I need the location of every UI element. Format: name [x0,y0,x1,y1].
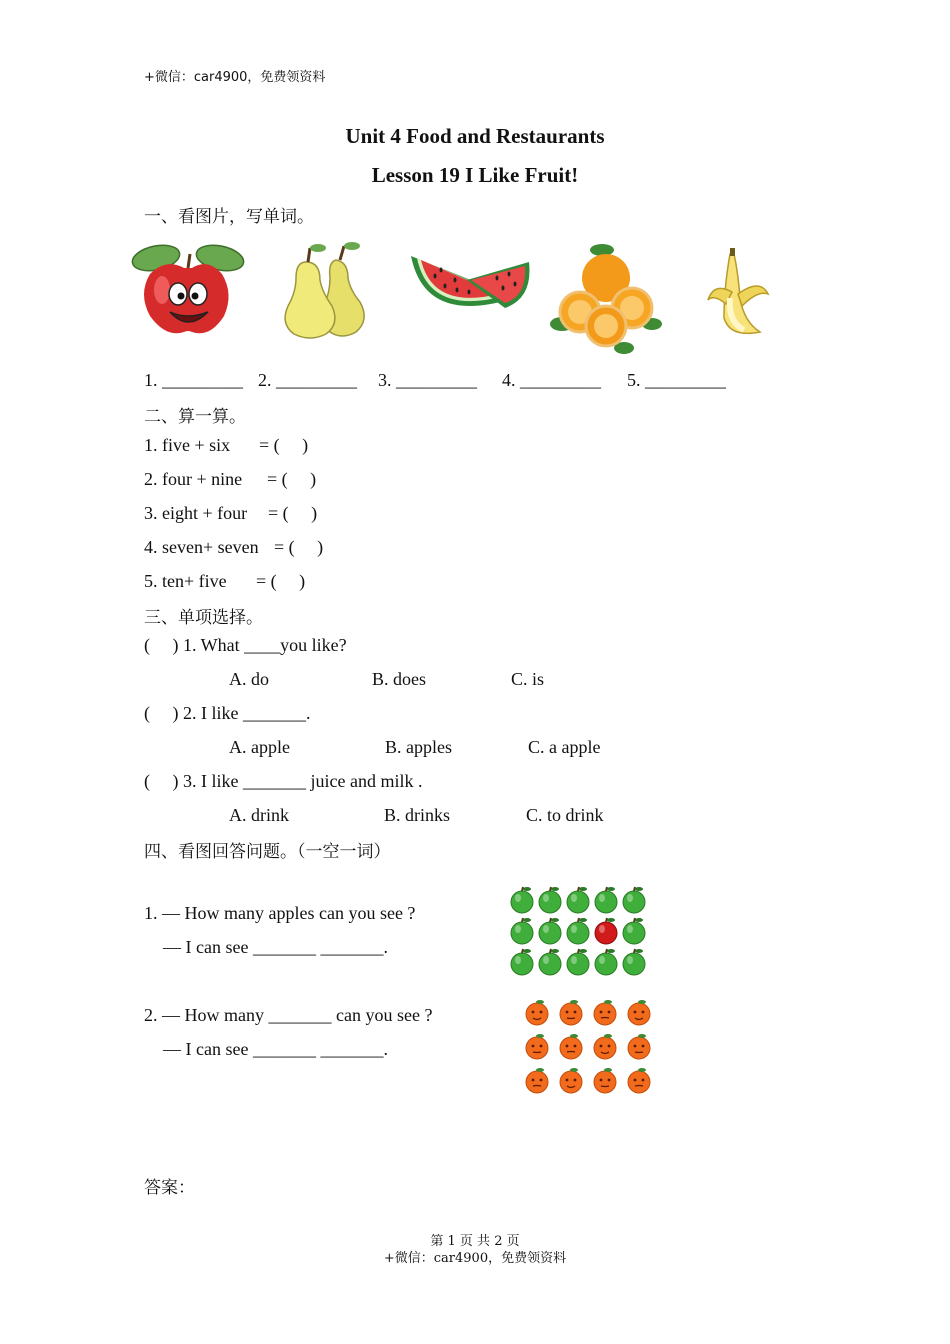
apple-icon [128,240,248,340]
orange-face-icon [526,1034,548,1059]
green-apple-icon [595,887,617,913]
orange-face-icon [560,1068,582,1093]
orange-face-icon [594,1000,616,1025]
math-answer-4[interactable]: = ( ) [274,537,324,557]
choice-1-option-b[interactable]: B. does [372,669,426,689]
green-apple-icon [623,918,645,944]
section2-heading: 二、算一算。 [144,407,246,427]
choice-1-option-a[interactable]: A. do [229,669,269,689]
math-item-4: 4. seven+ seven [144,537,259,557]
green-apple-icon [623,887,645,913]
green-apple-icon [623,949,645,975]
watermelon-icon [405,248,535,338]
banana-icon [700,248,775,343]
choice-2-option-a[interactable]: A. apple [229,737,290,757]
apple-grid-image [514,886,644,978]
orange-face-icon [560,1034,582,1059]
section3-heading: 三、单项选择。 [144,608,263,628]
red-apple-icon [595,918,617,944]
picture-question-2[interactable]: 2. — How many _______ can you see ? [144,1005,433,1025]
orange-face-icon [560,1000,582,1025]
math-item-2: 2. four + nine [144,469,243,489]
section4-heading: 四、看图回答问题。（一空一词） [144,842,391,862]
answers-label: 答案： [144,1178,195,1198]
choice-2-option-c[interactable]: C. a apple [528,737,601,757]
choice-question-3[interactable]: ( ) 3. I like _______ juice and milk . [144,771,423,791]
green-apple-icon [567,887,589,913]
green-apple-icon [539,887,561,913]
pears-icon [278,240,378,340]
math-answer-1[interactable]: = ( ) [259,435,309,455]
orange-grid-image [522,996,657,1098]
choice-question-1[interactable]: ( ) 1. What ____you like? [144,635,347,655]
oranges-icon [548,240,663,355]
orange-face-icon [526,1068,548,1093]
page-number: 第 1 页 共 2 页 [430,1234,520,1249]
green-apple-icon [539,949,561,975]
orange-face-icon [526,1000,548,1025]
picture-question-1: 1. — How many apples can you see ? [144,903,416,923]
section1-heading: 一、看图片，写单词。 [144,207,314,227]
math-answer-5[interactable]: = ( ) [256,571,306,591]
choice-3-option-c[interactable]: C. to drink [526,805,604,825]
orange-face-icon [594,1034,616,1059]
orange-face-icon [628,1034,650,1059]
blank-4[interactable]: 4. _________ [502,370,601,390]
orange-face-icon [628,1000,650,1025]
green-apple-icon [567,949,589,975]
blank-3[interactable]: 3. _________ [378,370,477,390]
math-item-5: 5. ten+ five [144,571,227,591]
blank-5[interactable]: 5. _________ [627,370,726,390]
choice-question-2[interactable]: ( ) 2. I like _______. [144,703,311,723]
picture-answer-1[interactable]: — I can see _______ _______. [163,937,388,957]
choice-1-option-c[interactable]: C. is [511,669,545,689]
choice-2-option-b[interactable]: B. apples [385,737,452,757]
choice-3-option-a[interactable]: A. drink [229,805,289,825]
blank-1[interactable]: 1. _________ [144,370,243,390]
green-apple-icon [511,918,533,944]
math-item-1: 1. five + six [144,435,231,455]
footer-watermark: +微信：car4900，免费领资料 [383,1251,567,1266]
lesson-title: Lesson 19 I Like Fruit! [371,163,579,187]
green-apple-icon [511,949,533,975]
picture-answer-2[interactable]: — I can see _______ _______. [163,1039,388,1059]
green-apple-icon [595,949,617,975]
green-apple-icon [511,887,533,913]
blank-2[interactable]: 2. _________ [258,370,357,390]
header-watermark: +微信：car4900，免费领资料 [144,70,326,85]
green-apple-icon [567,918,589,944]
math-answer-3[interactable]: = ( ) [268,503,318,523]
orange-face-icon [594,1068,616,1093]
unit-title: Unit 4 Food and Restaurants [345,124,605,148]
math-answer-2[interactable]: = ( ) [267,469,317,489]
choice-3-option-b[interactable]: B. drinks [384,805,451,825]
orange-face-icon [628,1068,650,1093]
math-item-3: 3. eight + four [144,503,248,523]
green-apple-icon [539,918,561,944]
